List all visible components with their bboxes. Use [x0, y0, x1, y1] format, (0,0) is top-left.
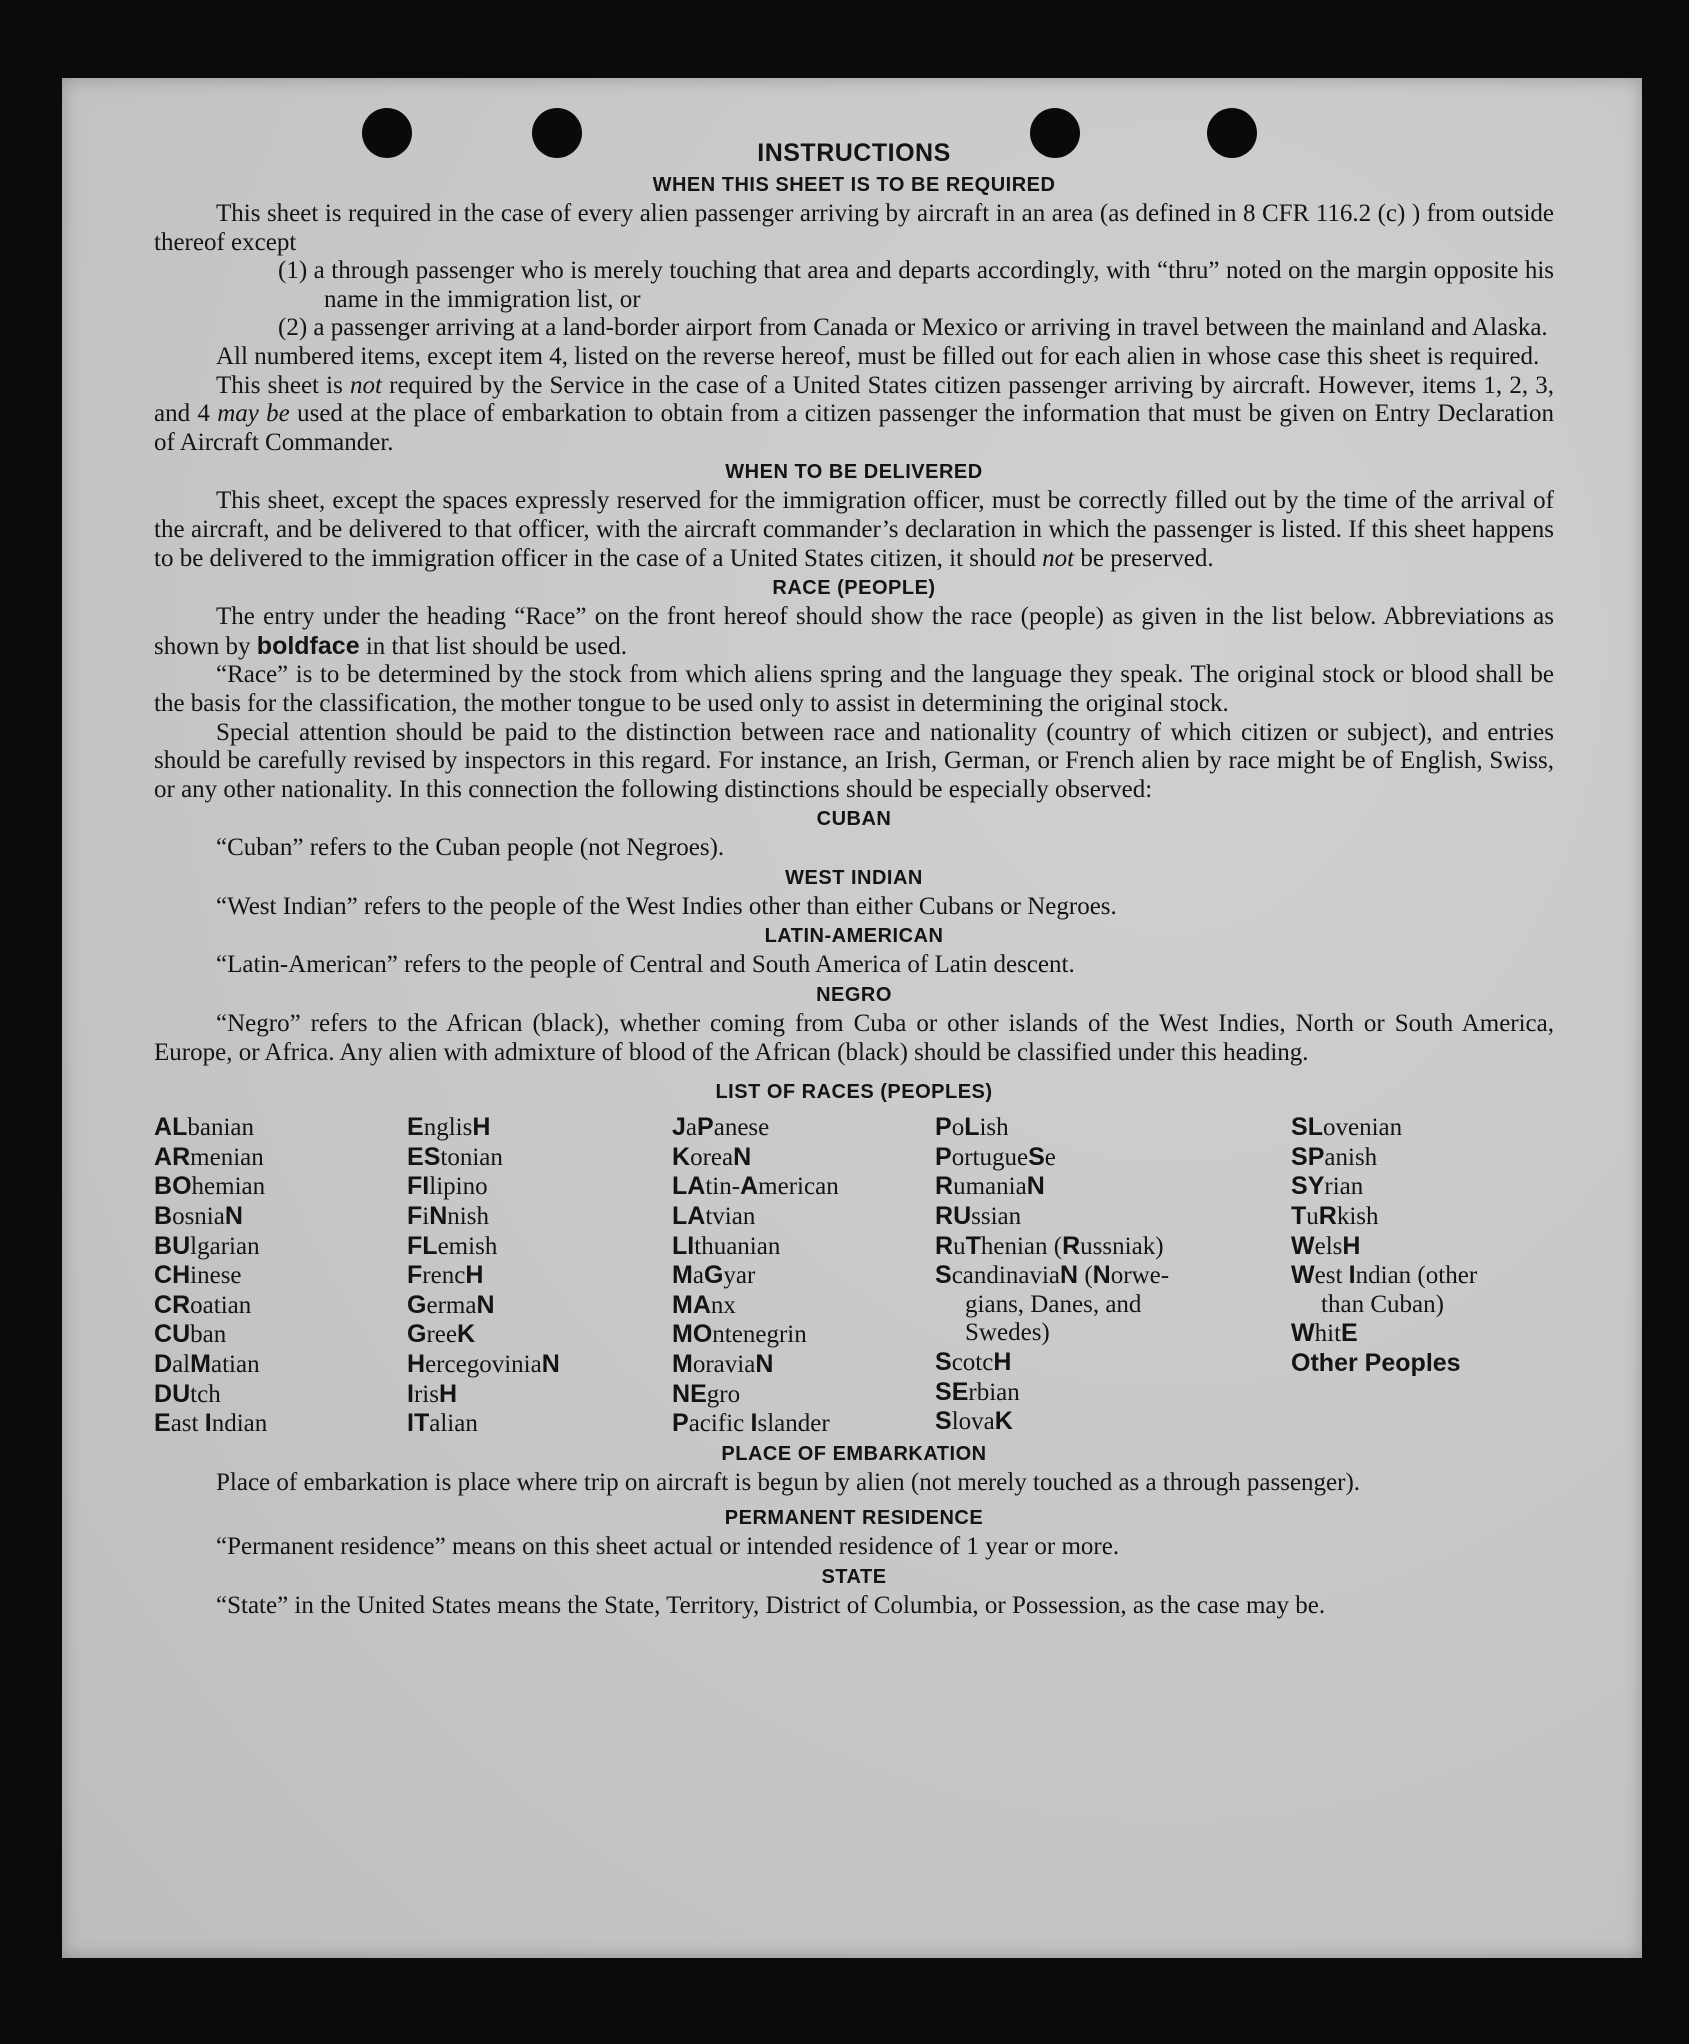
race-entry: MAnx — [672, 1290, 736, 1319]
race-entry: EnglisH — [407, 1113, 491, 1142]
race-entry: ScotcH — [935, 1348, 1012, 1376]
race-entry: ITalian — [407, 1409, 478, 1438]
race-entry: CUban — [154, 1320, 227, 1349]
race-entry: BUlgarian — [154, 1231, 260, 1260]
race-paragraph-2: “Race” is to be determined by the stock from which aliens spring and the language they speak. The original stock or blood shall be the basis for the classification, the mother tongue to be used only to assist in determining the original stock. — [154, 661, 1554, 717]
all-items-paragraph: All numbered items, except item 4, listed on the reverse hereof, must be filled out for each alien in whose case this sheet is required. — [216, 342, 1540, 370]
instructions-title: INSTRUCTIONS — [757, 139, 951, 167]
race-entry: DUtch — [154, 1379, 221, 1408]
race-entry: SlovaK — [935, 1407, 1013, 1436]
heading-cuban: CUBAN — [816, 808, 892, 831]
race-entry: IrisH — [407, 1379, 458, 1408]
race-entry: RumaniaN — [935, 1172, 1045, 1201]
race-entry: PoLish — [935, 1113, 1009, 1142]
heading-latin-american: LATIN-AMERICAN — [764, 925, 944, 948]
race-entry: NEgro — [672, 1379, 741, 1408]
permanent-residence-definition: “Permanent residence” means on this sheet actual or intended residence of 1 year or more. — [216, 1533, 1120, 1561]
races-column — [407, 1113, 672, 1439]
race-entry: FIlipino — [407, 1172, 488, 1201]
heading-negro: NEGRO — [816, 984, 892, 1007]
race-entry: BOhemian — [154, 1172, 266, 1201]
race-entry: FiNnish — [407, 1202, 489, 1231]
race-entry: ALbanian — [154, 1113, 255, 1142]
races-column — [1291, 1113, 1554, 1439]
heading-permanent-residence: PERMANENT RESIDENCE — [724, 1507, 984, 1530]
race-entry: CRoatian — [154, 1290, 252, 1319]
race-entry: CHinese — [154, 1261, 242, 1290]
race-entry: Swedes) — [965, 1319, 1050, 1347]
race-entry: ARmenian — [154, 1142, 264, 1171]
negro-definition: “Negro” refers to the African (black), whether coming from Cuba or other islands of the West Indies, North or South America, Europe, or Africa. Any alien with admixture of blood of the African (black) should be classified under this heading. — [154, 1010, 1554, 1066]
race-entry: WhitE — [1291, 1319, 1358, 1348]
race-entry: SLovenian — [1291, 1113, 1403, 1142]
race-entry: LAtin-American — [672, 1172, 839, 1201]
race-paragraph-3: Special attention should be paid to the distinction between race and nationality (country of which citizen or subject), and entries should be carefully revised by inspectors in this regard. For instance, an Irish, German, or French alien by race might be of English, Swiss, or any other nationality. In this connection the following distinctions should be especially observed: — [154, 718, 1554, 803]
races-column — [935, 1113, 1291, 1439]
race-entry: LAtvian — [672, 1202, 756, 1231]
race-entry: DalMatian — [154, 1350, 260, 1378]
heading-when-required: WHEN THIS SHEET IS TO BE REQUIRED — [652, 174, 1056, 196]
race-entry: SPanish — [1291, 1142, 1378, 1171]
race-entry: LIthuanian — [672, 1231, 781, 1260]
race-entry: RuThenian (Russniak) — [935, 1231, 1164, 1260]
heading-list-of-races: LIST OF RACES (PEOPLES) — [715, 1081, 993, 1104]
state-definition: “State” in the United States means the State, Territory, District of Columbia, or Possession, as the case may be. — [216, 1591, 1326, 1619]
race-entry: MaGyar — [672, 1261, 756, 1290]
race-entry: SYrian — [1291, 1172, 1364, 1201]
delivered-paragraph: This sheet, except the spaces expressly reserved for the immigration officer, must be correctly filled out by the time of the arrival of the aircraft, and be delivered to that officer, with the aircraft commander’s declaration in which the passenger is listed. If this sheet happens to be delivered to the immigration officer in the case of a United States citizen, it should not be preserved. — [154, 487, 1554, 572]
race-entry: HercegoviniaN — [407, 1350, 560, 1378]
race-entry: PortugueSe — [935, 1142, 1056, 1171]
latin-american-definition: “Latin-American” refers to the people of Central and South America of Latin descent. — [216, 951, 1075, 979]
west-indian-definition: “West Indian” refers to the people of the West Indies other than either Cubans or Negroes. — [216, 892, 1117, 920]
embarkation-definition: Place of embarkation is place where trip on aircraft is begun by alien (not merely touched as a through passenger). — [216, 1468, 1361, 1496]
race-entry: Pacific Islander — [672, 1409, 830, 1438]
race-entry: TuRkish — [1291, 1202, 1379, 1231]
exception-item-2: (2) a passenger arriving at a land-border airport from Canada or Mexico or arriving in travel between the mainland and Alaska. — [278, 314, 1548, 342]
race-entry: FLemish — [407, 1231, 498, 1260]
race-entry: gians, Danes, and — [965, 1290, 1142, 1318]
races-column — [672, 1113, 935, 1439]
race-entry: MoraviaN — [672, 1350, 774, 1378]
race-entry: Other Peoples — [1291, 1349, 1461, 1377]
race-entry: than Cuban) — [1321, 1290, 1444, 1318]
heading-when-delivered: WHEN TO BE DELIVERED — [725, 461, 983, 484]
instructions-content — [154, 136, 1554, 1621]
race-entry: SErbian — [935, 1377, 1020, 1406]
race-entry: West Indian (other — [1291, 1261, 1478, 1290]
races-list — [154, 1113, 1554, 1439]
race-entry: KoreaN — [672, 1142, 752, 1171]
document-sheet — [62, 78, 1642, 1958]
cuban-definition: “Cuban” refers to the Cuban people (not Negroes). — [216, 834, 725, 862]
heading-west-indian: WEST INDIAN — [785, 866, 923, 889]
race-entry: JaPanese — [672, 1113, 770, 1142]
race-entry: BosniaN — [154, 1202, 243, 1231]
heading-race: RACE (PEOPLE) — [772, 577, 936, 600]
heading-state: STATE — [821, 1565, 887, 1588]
citizen-paragraph: This sheet is not required by the Service in the case of a United States citizen passenger arriving by aircraft. However, items 1, 2, 3, and 4 may be used at the place of embarkation to obtain from a citizen passenger the information that must be given on Entry Declaration of Aircraft Commander. — [154, 371, 1554, 456]
races-column — [154, 1113, 407, 1439]
race-paragraph-1: The entry under the heading “Race” on the front hereof should show the race (people) as given in the list below. Abbreviations as shown by boldface in that list should be used. — [154, 603, 1554, 660]
race-entry: WelsH — [1291, 1231, 1361, 1260]
race-entry: GermaN — [407, 1290, 495, 1319]
race-entry: East Indian — [154, 1409, 268, 1438]
exception-item-1: (1) a through passenger who is merely touching that area and departs accordingly, with “thru” noted on the margin opposite his name in the immigration list, or — [278, 257, 1554, 313]
race-entry: MOntenegrin — [672, 1320, 807, 1349]
required-intro: This sheet is required in the case of every alien passenger arriving by aircraft in an area (as defined in 8 CFR 116.2 (c) ) from outside thereof except — [154, 200, 1554, 256]
race-entry: GreeK — [407, 1320, 476, 1349]
heading-place-of-embarkation: PLACE OF EMBARKATION — [721, 1442, 987, 1465]
race-entry: FrencH — [407, 1261, 484, 1290]
race-entry: ScandinaviaN (Norwe- — [935, 1261, 1170, 1290]
race-entry: RUssian — [935, 1202, 1022, 1231]
race-entry: EStonian — [407, 1142, 503, 1171]
